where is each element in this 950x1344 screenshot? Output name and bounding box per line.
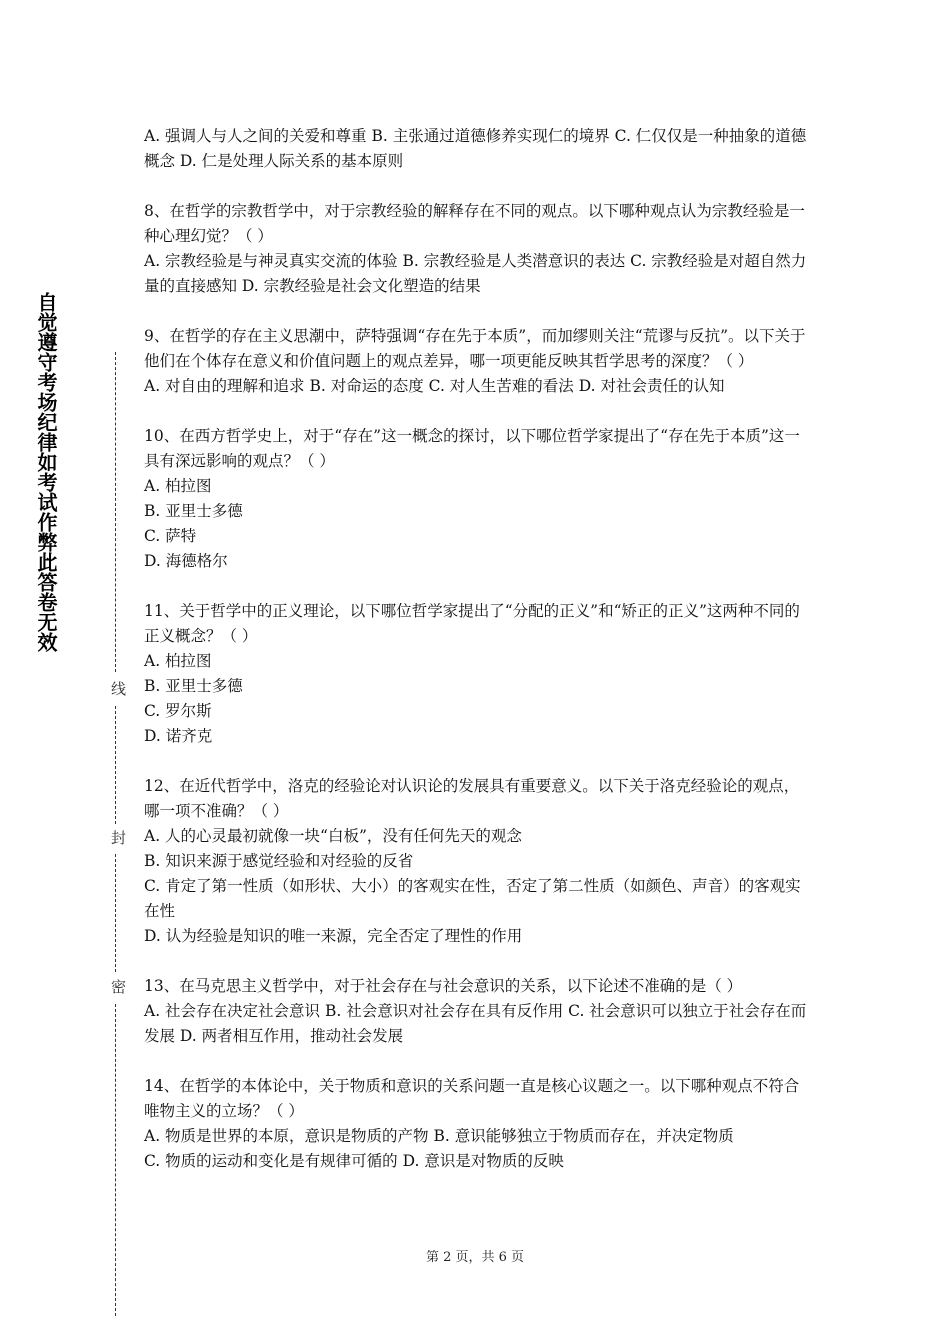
question-11 bbox=[144, 599, 814, 749]
binding-line-segment bbox=[115, 854, 116, 972]
seal-mark-xian: 线 bbox=[109, 681, 127, 696]
seal-mark-feng: 封 bbox=[109, 830, 127, 845]
option-c: C. 肯定了第一性质（如形状、大小）的客观实在性，否定了第二性质（如颜色、声音）的客观实在性 bbox=[144, 877, 801, 920]
question-stem: 9、在哲学的存在主义思潮中，萨特强调“存在先于本质”，而加缪则关注“荒谬与反抗”。以下关于他们在个体存在意义和价值问题上的观点差异，哪一项更能反映其哲学思考的深度？（ ） bbox=[144, 327, 806, 370]
option-a: A. 柏拉图 bbox=[144, 477, 212, 495]
binding-line-segment bbox=[115, 1004, 116, 1316]
option-line-ab: A. 物质是世界的本原，意识是物质的产物 B. 意识能够独立于物质而存在，并决定物质 bbox=[144, 1127, 734, 1145]
question-stem: 13、在马克思主义哲学中，对于社会存在与社会意识的关系，以下论述不准确的是（ ） bbox=[144, 977, 743, 995]
question-7-tail bbox=[144, 124, 814, 174]
question-9 bbox=[144, 324, 814, 399]
question-10 bbox=[144, 424, 814, 574]
option-d: D. 海德格尔 bbox=[144, 552, 228, 570]
question-options: A. 对自由的理解和追求 B. 对命运的态度 C. 对人生苦难的看法 D. 对社会责任的认知 bbox=[144, 377, 725, 395]
question-stem: 10、在西方哲学史上，对于“存在”这一概念的探讨，以下哪位哲学家提出了“存在先于本质”这一具有深远影响的观点？（ ） bbox=[144, 427, 800, 470]
option-c: C. 罗尔斯 bbox=[144, 702, 212, 720]
option-a: A. 人的心灵最初就像一块“白板”，没有任何先天的观念 bbox=[144, 827, 522, 845]
question-13 bbox=[144, 974, 814, 1049]
page-number: 第 2 页，共 6 页 bbox=[425, 1250, 525, 1265]
question-stem: 8、在哲学的宗教哲学中，对于宗教经验的解释存在不同的观点。以下哪种观点认为宗教经验是一种心理幻觉？（ ） bbox=[144, 202, 805, 245]
option-c: C. 萨特 bbox=[144, 527, 197, 545]
question-14 bbox=[144, 1074, 814, 1174]
binding-line-segment bbox=[115, 352, 116, 672]
option-line-cd: C. 物质的运动和变化是有规律可循的 D. 意识是对物质的反映 bbox=[144, 1152, 564, 1170]
option-b: B. 亚里士多德 bbox=[144, 677, 243, 695]
question-options: A. 宗教经验是与神灵真实交流的体验 B. 宗教经验是人类潜意识的表达 C. 宗教经验是对超自然力量的直接感知 D. 宗教经验是社会文化塑造的结果 bbox=[144, 252, 807, 295]
binding-line-segment bbox=[115, 706, 116, 824]
option-d: D. 认为经验是知识的唯一来源，完全否定了理性的作用 bbox=[144, 927, 523, 945]
question-options: A. 社会存在决定社会意识 B. 社会意识对社会存在具有反作用 C. 社会意识可以独立于社会存在而发展 D. 两者相互作用，推动社会发展 bbox=[144, 1002, 807, 1045]
question-stem: 11、关于哲学中的正义理论，以下哪位哲学家提出了“分配的正义”和“矫正的正义”这两种不同的正义概念？（ ） bbox=[144, 602, 800, 645]
exam-discipline-warning: 自觉遵守考场纪律如考试作弊此答卷无效 bbox=[34, 292, 58, 652]
seal-mark-mi: 密 bbox=[109, 979, 127, 994]
option-d: D. 诺齐克 bbox=[144, 727, 213, 745]
question-stem: 14、在哲学的本体论中，关于物质和意识的关系问题一直是核心议题之一。以下哪种观点不符合唯物主义的立场？（ ） bbox=[144, 1077, 800, 1120]
question-options: A. 强调人与人之间的关爱和尊重 B. 主张通过道德修养实现仁的境界 C. 仁仅仅是一种抽象的道德概念 D. 仁是处理人际关系的基本原则 bbox=[144, 127, 807, 170]
option-b: B. 知识来源于感觉经验和对经验的反省 bbox=[144, 852, 414, 870]
question-stem: 12、在近代哲学中，洛克的经验论对认识论的发展具有重要意义。以下关于洛克经验论的观点，哪一项不准确？（ ） bbox=[144, 777, 800, 820]
question-8 bbox=[144, 199, 814, 299]
option-a: A. 柏拉图 bbox=[144, 652, 212, 670]
option-b: B. 亚里士多德 bbox=[144, 502, 243, 520]
question-12 bbox=[144, 774, 814, 949]
question-list bbox=[144, 124, 814, 1199]
